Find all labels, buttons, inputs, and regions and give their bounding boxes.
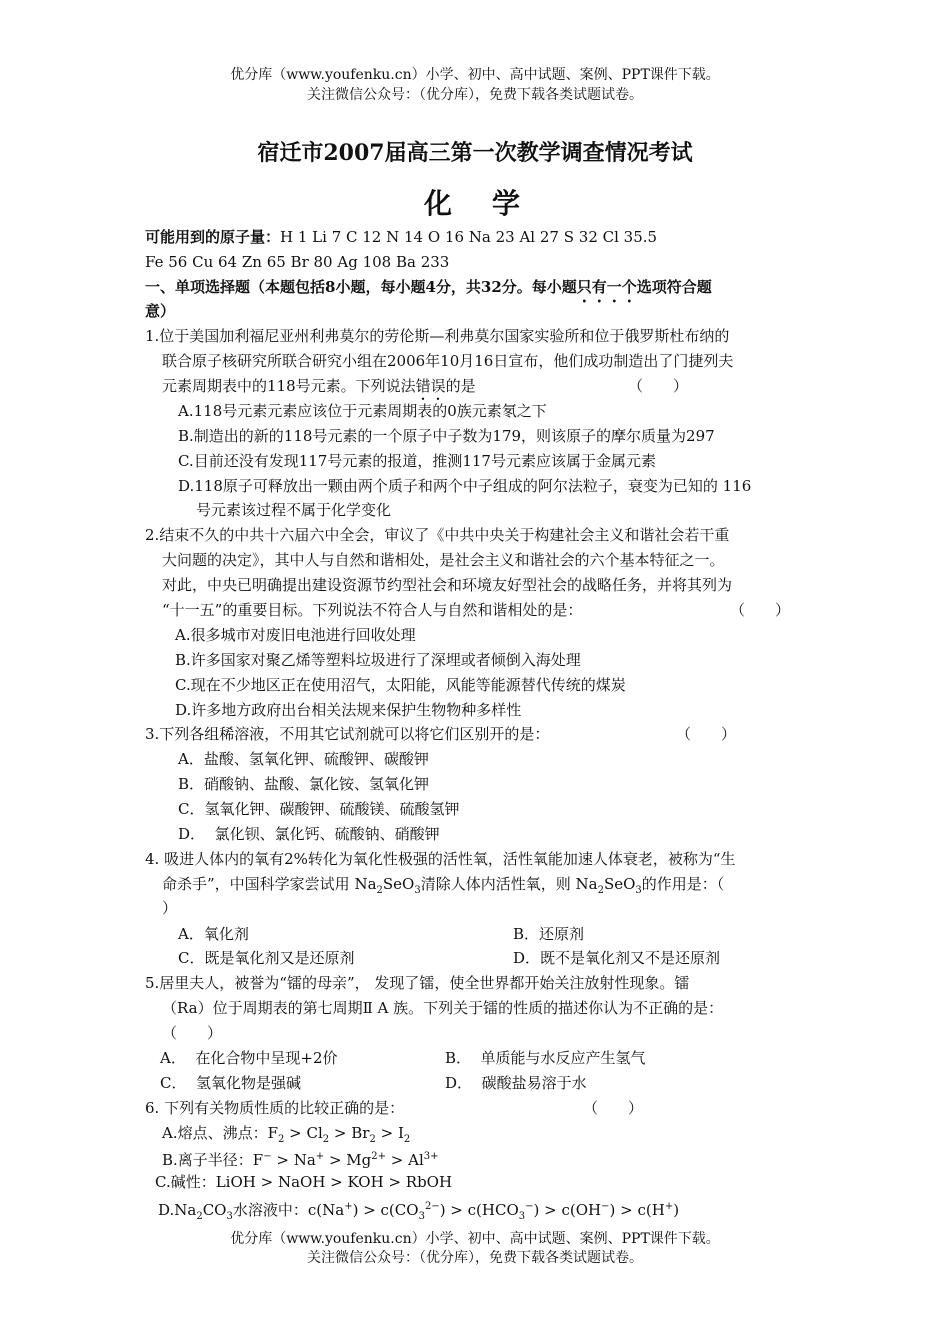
q5-option-c: C． 氢氧化物是强碱 bbox=[160, 1074, 302, 1092]
emphasis-only-one: 只有一个 bbox=[576, 278, 637, 296]
q3-option-d: D． 氯化钡、氯化钙、硫酸钠、硝酸钾 bbox=[178, 825, 440, 843]
q1-option-b: B.制造出的新的118号元素的一个原子中子数为179，则该原子的摩尔质量为297 bbox=[178, 427, 715, 445]
q2-option-b: B.许多国家对聚乙烯等塑料垃圾进行了深埋或者倾倒入海处理 bbox=[175, 651, 581, 669]
q4-option-a: A．氧化剂 bbox=[178, 925, 249, 943]
q3-option-c: C．氢氧化钾、碳酸钾、硫酸镁、硫酸氢钾 bbox=[178, 800, 460, 818]
q6-stem: 6. 下列有关物质性质的比较正确的是： bbox=[145, 1099, 405, 1117]
q2-answer-paren: （ ） bbox=[730, 601, 791, 619]
q2-line-1: 2.结束不久的中共十六届六中全会，审议了《中共中央关于构建社会主义和谐社会若干重 bbox=[145, 526, 730, 544]
q6-option-d: $D.Na_2CO_3$水溶液中：$c(Na^+) > c(CO_3^{2-}) > c(HCO_3^-) > c(OH^-) > c(H^+)$ bbox=[158, 1201, 680, 1222]
header-line-1: 优分库（www.youfenku.cn）小学、初中、高中试题、案例、PPT课件下载。 bbox=[230, 67, 720, 83]
q3-option-b: B．硝酸钠、盐酸、氯化铵、氢氧化钾 bbox=[178, 775, 430, 793]
q1-option-d: D.118原子可释放出一颗由两个质子和两个中子组成的阿尔法粒子，衰变为已知的 116 bbox=[178, 477, 752, 495]
q4-option-c: C．既是氧化剂又是还原剂 bbox=[178, 949, 355, 967]
q3-option-a: A．盐酸、氢氧化钾、硫酸钾、碳酸钾 bbox=[178, 750, 429, 768]
q1-line-2: 联合原子核研究所联合研究小组在2006年10月16日宣布，他们成功制造出了门捷列夫 bbox=[162, 352, 734, 370]
q2-option-d: D.许多地方政府出台相关法规来保护生物物种多样性 bbox=[175, 701, 522, 719]
q6-answer-paren: （ ） bbox=[583, 1099, 644, 1117]
q2-option-c: C.现在不少地区正在使用沼气，太阳能，风能等能源替代传统的煤炭 bbox=[175, 676, 626, 694]
q2-option-a: A.很多城市对废旧电池进行回收处理 bbox=[175, 626, 416, 644]
q4-option-b: B．还原剂 bbox=[513, 925, 585, 943]
q5-answer-paren: （ ） bbox=[162, 1024, 223, 1042]
atomic-mass-values-1: H 1 Li 7 C 12 N 14 O 16 Na 23 Al 27 S 32 Cl 35.5 bbox=[280, 228, 658, 246]
q5-option-a: A． 在化合物中呈现+2价 bbox=[160, 1049, 338, 1067]
q2-line-4: “十一五”的重要目标。下列说法不符合人与自然和谐相处的是： bbox=[162, 601, 583, 619]
subject-title: 化 学 bbox=[423, 187, 526, 220]
q4-line-1: 4. 吸进人体内的氧有2%转化为氧化性极强的活性氧，活性氧能加速人体衰老，被称为“生 bbox=[145, 850, 736, 868]
section-heading: 一、单项选择题（本题包括8小题，每小题4分，共32分。每小题只有一个选项符合题 bbox=[145, 278, 712, 296]
q1-line-3: 元素周期表中的118号元素。下列说法错误的是 bbox=[162, 377, 476, 395]
q6-option-c: C.碱性：LiOH > NaOH > KOH > RbOH bbox=[155, 1173, 453, 1191]
atomic-mass-label: 可能用到的原子量： bbox=[145, 228, 281, 246]
footer-line-1: 优分库（www.youfenku.cn）小学、初中、高中试题、案例、PPT课件下载。 bbox=[230, 1231, 720, 1247]
q5-line-2: （Ra）位于周期表的第七周期Ⅱ A 族。下列关于镭的性质的描述你认为不正确的是： bbox=[162, 999, 724, 1017]
section-heading-cont: 意） bbox=[145, 302, 176, 320]
q1-option-c: C.目前还没有发现117号元素的报道，推测117号元素应该属于金属元素 bbox=[178, 452, 656, 470]
exam-title: 宿迁市2007届高三第一次教学调查情况考试 bbox=[257, 140, 693, 166]
q5-option-d: D． 碳酸盐易溶于水 bbox=[445, 1074, 587, 1092]
header-line-2: 关注微信公众号：（优分库），免费下载各类试题试卷。 bbox=[307, 87, 643, 103]
q4-line-2: 命杀手”，中国科学家尝试用 $Na_2SeO_3$清除人体内活性氧，则 $Na_2SeO_3$的作用是：（ bbox=[162, 875, 725, 896]
atomic-mass-line-1 bbox=[145, 226, 657, 248]
q5-line-1: 5.居里夫人，被誉为“镭的母亲”， 发现了镭，使全世界都开始关注放射性现象。镭 bbox=[145, 974, 690, 992]
q2-line-3: 对此，中央已明确提出建设资源节约型社会和环境友好型社会的战略任务，并将其列为 bbox=[162, 576, 733, 594]
q5-option-b: B． 单质能与水反应产生氢气 bbox=[445, 1049, 646, 1067]
emphasis-wrong: 错误 bbox=[415, 377, 446, 395]
q6-option-a: A.熔点、沸点：$F_2 > Cl_2 > Br_2 > I_2$ bbox=[162, 1124, 411, 1145]
q1-line-1: 1.位于美国加利福尼亚州利弗莫尔的劳伦斯—利弗莫尔国家实验所和位于俄罗斯杜布纳的 bbox=[145, 327, 730, 345]
q1-option-d-cont: 号元素该过程不属于化学变化 bbox=[196, 501, 392, 519]
q4-line-3: ） bbox=[162, 899, 178, 917]
q4-option-d: D．既不是氧化剂又不是还原剂 bbox=[513, 949, 721, 967]
q1-option-a: A.118号元素元素应该位于元素周期表的0族元素氡之下 bbox=[178, 402, 547, 420]
q1-answer-paren: （ ） bbox=[628, 377, 689, 395]
q6-option-b: B.离子半径：$F^- > Na^+ > Mg^{2+} > Al^{3+}$ bbox=[162, 1151, 439, 1169]
q2-line-2: 大问题的决定》，其中人与自然和谐相处，是社会主义和谐社会的六个基本特征之一。 bbox=[162, 551, 725, 569]
footer-line-2: 关注微信公众号：（优分库），免费下载各类试题试卷。 bbox=[307, 1250, 643, 1266]
atomic-mass-line-2: Fe 56 Cu 64 Zn 65 Br 80 Ag 108 Ba 233 bbox=[145, 253, 450, 271]
q3-answer-paren: （ ） bbox=[676, 725, 737, 743]
q3-stem: 3.下列各组稀溶液，不用其它试剂就可以将它们区别开的是： bbox=[145, 725, 550, 743]
